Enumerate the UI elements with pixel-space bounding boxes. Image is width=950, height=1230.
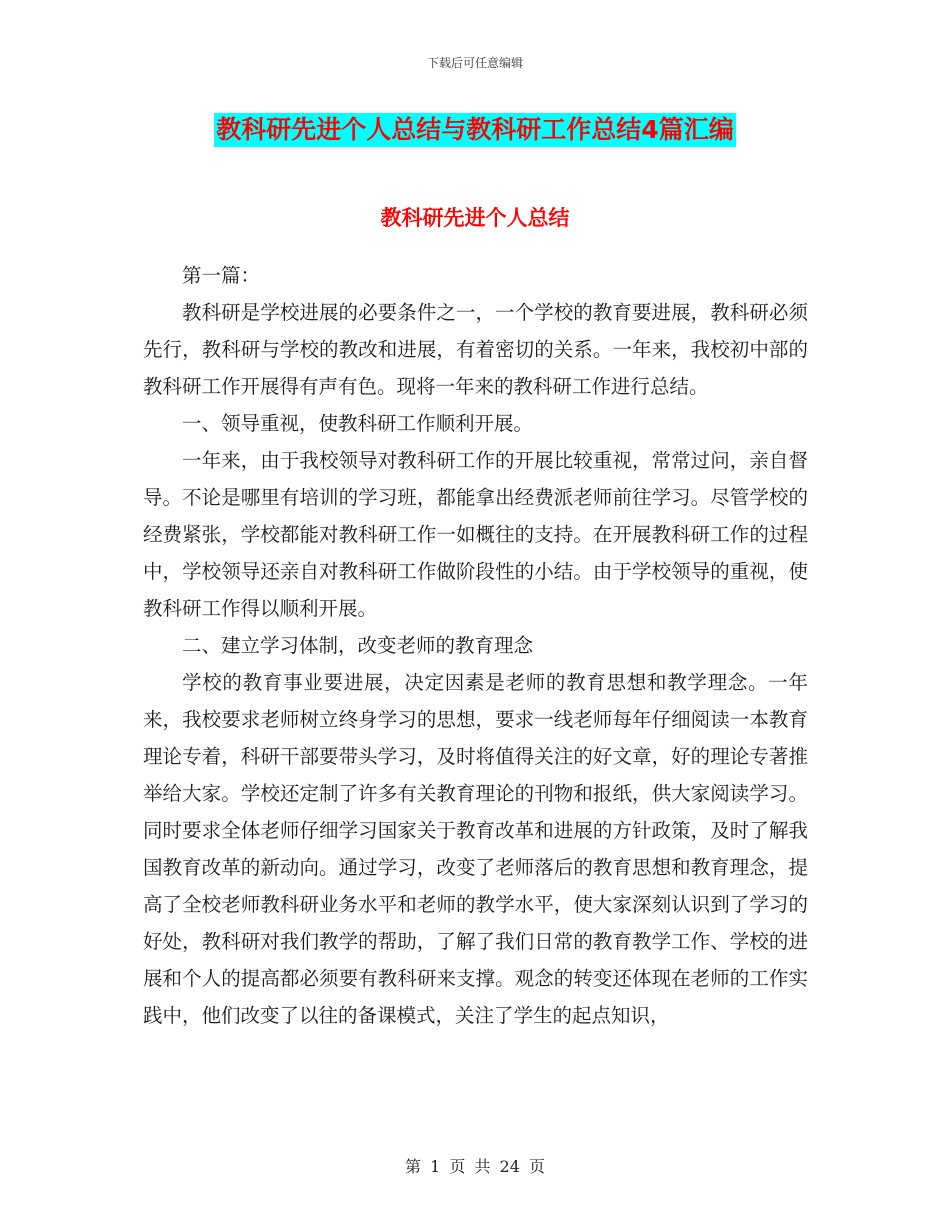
paragraph-body-2: 学校的教育事业要进展，决定因素是老师的教育思想和教学理念。一年来，我校要求老师树立终身学习的思想，要求一线老师每年仔细阅读一本教育理论专着，科研干部要带头学习，及时将值得关注的好文章，好的理论专著推举给大家。学校还定制了许多有关教育理论的刊物和报纸，供大家阅读学习。同时要求全体老师仔细学习国家关于教育改革和进展的方针政策，及时了解我国教育改革的新动向。通过学习，改变了老师落后的教育思想和教育理念，提高了全校老师教科研业务水平和老师的教学水平，使大家深刻认识到了学习的好处，教科研对我们教学的帮助，了解了我们日常的教育教学工作、学校的进展和个人的提高都必须要有教科研来支撑。观念的转变还体现在老师的工作实践中，他们改变了以往的备课模式，关注了学生的起点知识， (143, 671, 808, 1027)
main-title-container (0, 113, 950, 147)
document-body (143, 221, 808, 1034)
main-title: 教科研先进个人总结与教科研工作总结4篇汇编 (214, 113, 735, 147)
paragraph-heading-1: 一、领导重视，使教科研工作顺利开展。 (182, 412, 534, 435)
paragraph-part-label: 第一篇： (182, 264, 261, 287)
paragraph-intro: 教科研是学校进展的必要条件之一，一个学校的教育要进展，教科研必须先行，教科研与学校的教改和进展，有着密切的关系。一年来，我校初中部的教科研工作开展得有声有色。现将一年来的教科研工作进行总结。 (143, 301, 808, 398)
section-title: 教科研先进个人总结 (380, 206, 570, 230)
paragraph-body-1: 一年来，由于我校领导对教科研工作的开展比较重视，常常过问，亲自督导。不论是哪里有培训的学习班，都能拿出经费派老师前往学习。尽管学校的经费紧张，学校都能对教科研工作一如概往的支持。在开展教科研工作的过程中，学校领导还亲自对教科研工作做阶段性的小结。由于学校领导的重视，使教科研工作得以顺利开展。 (143, 449, 808, 620)
page-footer: 第 1 页 共 24 页 (405, 1157, 545, 1176)
page-header-note: 下载后可任意编辑 (426, 56, 523, 70)
paragraph-heading-2: 二、建立学习体制，改变老师的教育理念 (182, 634, 534, 657)
